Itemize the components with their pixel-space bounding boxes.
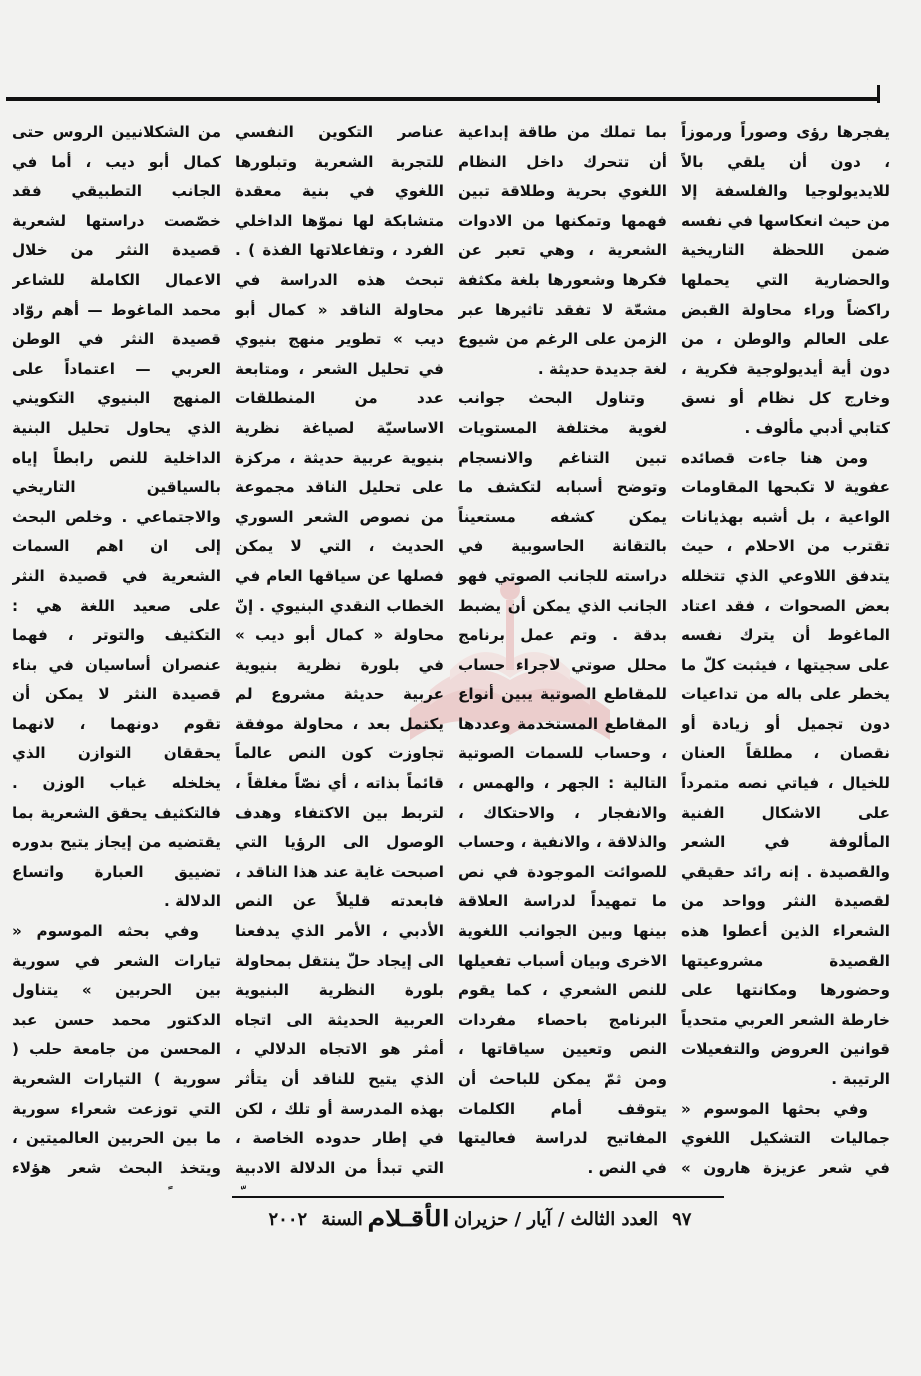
- paragraph: [458, 1183, 667, 1190]
- column-1: [681, 118, 890, 1190]
- page-number: ٩٧: [672, 1208, 692, 1230]
- magazine-logo: الأقـلام: [367, 1206, 450, 1232]
- paragraph: بما تملك من طاقة إبداعية أن تتحرك داخل النظام اللغوي بحرية وطلاقة تبين فهمها وتمكنها من الادوات الشعرية ، وهي تعبر عن فكرها وشعورها بلغة مكثفة مشعّة لا تفقد تاثيرها عبر الزمن على الرغم من شيوع لغة جديدة حديثة .: [458, 123, 667, 378]
- top-rule: [6, 97, 880, 101]
- column-3: [235, 118, 444, 1190]
- column-2: [458, 118, 667, 1190]
- paragraph: يفجرها رؤى وصوراً ورموزاً ، دون أن يلقي بالاً للايديولوجيا والفلسفة إلا من حيث انعكاسها في نفسه ضمن اللحظة التاريخية والحضارية التي يحملها راكضاً وراء محاولة القبض على العالم والوطن ، من دون أية أيديولوجية فكرية ، وخارج كل نظام أو نسق كتابي أدبي مألوف .: [681, 123, 890, 437]
- paragraph: وفي بحثه الموسوم « تيارات الشعر في سورية بين الحربين » يتناول الدكتور محمد حسن عبد المحسن من جامعة حلب ( سورية ) التيارات الشعرية التي توزعت شعراء سورية ما بين الحربين العالميتين ، ويتخذ البحث شعر هؤلاء: [12, 922, 221, 1177]
- article-columns: [12, 118, 890, 1190]
- paragraph: من الشكلانيين الروس حتى كمال أبو ديب ، أما في الجانب التطبيقي فقد خصّصت دراستها لشعرية قصيدة النثر من خلال الاعمال الكاملة للشاعر محمد الماغوط — أهم روّاد قصيدة النثر في الوطن العربي — اعتماداً على المنهج البنيوي التكويني الذي يحاول تحليل البنية الداخلية للنص رابطاً إياه بالسياقين التاريخي والاجتماعي . وخلص البحث إلى ان اهم السمات الشعرية في قصيدة النثر على صعيد اللغة هي : التكثيف والتوتر ، فهما عنصران أساسيان في بناء قصيدة النثر لا يمكن أن تقوم دونهما ، لانهما يحققان التوازن الذي يخلخله غياب الوزن . فالتكثيف يحقق الشعرية بما يقتضيه من إيجاز يتيح بدوره تضييق العبارة واتساع الدلالة .: [12, 123, 221, 911]
- footer-rule: [232, 1196, 724, 1198]
- paragraph: عناصر التكوين النفسي للتجربة الشعرية وتبلورها اللغوي في بنية معقدة متشابكة لها نموّها الداخلي الفرد ، وتفاعلاتها الفذة ) . تبحث هذه الدراسة في محاولة الناقد « كمال أبو ديب » تطوير منهج بنيوي في تحليل الشعر ، ومتابعة عدد من المنطلقات الاساسيّة لصياغة نظرية بنيوية عربية حديثة ، مركزة على تحليل الناقد مجموعة من نصوص الشعر السوري الحديث ، التي لا يمكن فصلها عن سياقها العام في الخطاب النقدي البنيوي . إنّ محاولة « كمال أبو ديب » في بلورة نظرية بنيوية عربية حديثة مشروع لم يكتمل بعد ، محاولة موفقة تجاوزت كون النص عالماً قائماً بذاته ، أي نصّاً مغلقاً ، لتربط بين الاكتفاء وهدف الوصول الى الرؤيا التي اصبحت غاية عند هذا الناقد ، فابعدته قليلاً عن النص الأدبي ، الأمر الذي يدفعنا الى إيجاد حلّ ينتقل بمحاولة بلورة النظرية البنيوية العربية الحديثة الى اتجاه أمثر هو الاتجاه الدلالي ، الذي يتيح للناقد أن يتأثر بهذه المدرسة أو تلك ، لكن في إطار حدوده الخاصة ، التي تبدأ من الدلالة الادبية: [235, 123, 444, 1177]
- issue-info: العدد الثالث / آيار / حزيران: [454, 1208, 659, 1230]
- paragraph: وفي بحثها الموسوم « جماليات التشكيل اللغوي في شعر عزيزة هارون »: [681, 1099, 890, 1177]
- footer-text: [235, 1206, 725, 1232]
- column-4: [12, 118, 221, 1190]
- page-footer: [0, 1196, 921, 1246]
- paragraph: ومن هنا جاءت قصائده عفوية لا تكبحها المقاومات الواعية ، بل أشبه بهذيانات تقترب من الاحلام ، حيث يتدفق اللاوعي الذي تتخلله بعض الصحوات ، فقد اعتاد الماغوط أن يترك نفسه على سجيتها ، فيثبت كلّ ما يخطر على باله من تداعيات دون تجميل أو زيادة أو نقصان ، مطلقاً العنان للخيال ، فياتي نصه متمرداً على الاشكال الفنية المألوفة في الشعر والقصيدة . إنه رائد حقيقي لقصيدة النثر وواحد من الشعراء الذين أعطوا هذه القصيدة مشروعيتها وحضورها ومكانتها على خارطة الشعر العربي متحدياً قوانين العروض والتفعيلات الرتيبة .: [681, 448, 890, 1088]
- top-rule-tick: [877, 85, 880, 103]
- paragraph: وتناول البحث جوانب لغوية مختلفة المستويات تبين التناغم والانسجام وتوضح أسبابه لتكشف ما يمكن كشفه مستعيناً بالتقانة الحاسوبية في دراسته للجانب الصوتي فهو الجانب الذي يمكن أن يضبط بدقة . وتم عمل برنامج محلل صوتي لاجراء حساب للمقاطع الصوتية يبين أنواع المقاطع المستخدمة وعددها ، وحساب للسمات الصوتية التالية : الجهر ، والهمس ، والانفجار ، والاحتكاك ، والذلاقة ، والانفية ، وحساب للصوائت الموجودة في نص ما تمهيداً لدراسة العلاقة بينها وبين الجوانب اللغوية الاخرى وبيان أسباب تفعيلها للنص الشعري ، كما يقوم البرنامج باحصاء مفردات النص وتعيين سياقاتها ، ومن ثمّ يمكن للباحث أن يتوقف أمام الكلمات المفاتيح لدراسة فعاليتها في النص .: [458, 389, 667, 1177]
- year-label: السنة: [321, 1208, 363, 1230]
- year: ٢٠٠٢: [268, 1208, 308, 1230]
